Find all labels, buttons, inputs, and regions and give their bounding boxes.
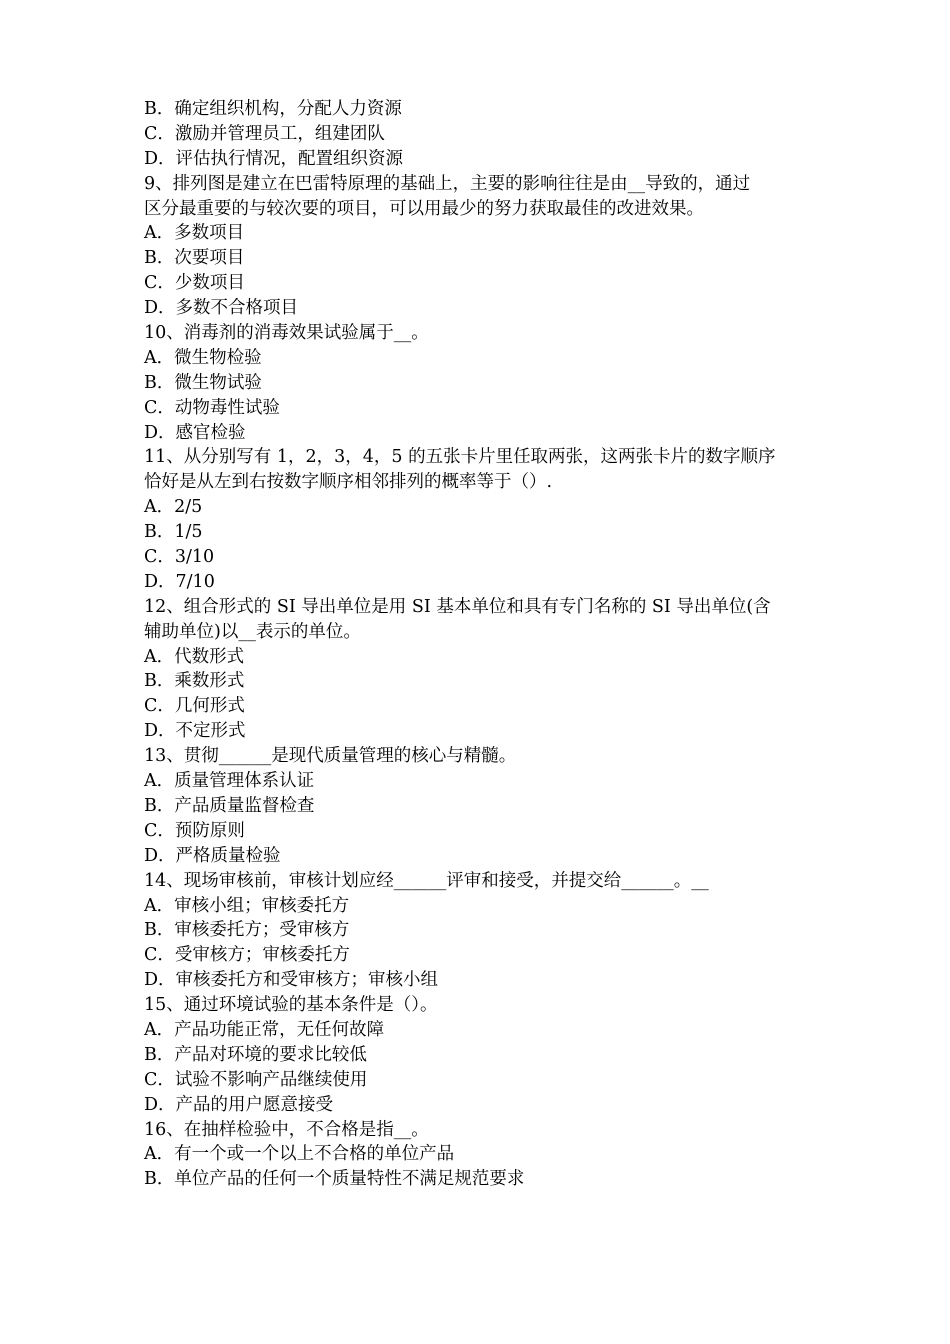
option-line: B．次要项目 [144,248,245,269]
option-line: C．试验不影响产品继续使用 [144,1069,368,1090]
option-line: B．微生物试验 [144,372,262,393]
option-line: A．代数形式 [144,646,245,667]
question-line: 10、消毒剂的消毒效果试验属于__。 [144,323,429,344]
option-line: A．产品功能正常，无任何故障 [144,1019,385,1040]
option-line: C．预防原则 [144,820,245,841]
option-line: A．审核小组；审核委托方 [144,895,350,916]
option-line: D．感官检验 [144,422,246,443]
option-line: A．有一个或一个以上不合格的单位产品 [144,1144,455,1165]
question-line: 11、从分别写有 1，2，3，4，5 的五张卡片里任取两张，这两张卡片的数字顺序 [144,447,776,468]
option-line: A．多数项目 [144,223,245,244]
option-line: D．多数不合格项目 [144,298,299,319]
option-line: B．产品对环境的要求比较低 [144,1044,367,1065]
option-line: D．审核委托方和受审核方；审核小组 [144,970,439,991]
question-line: 恰好是从左到右按数字顺序相邻排列的概率等于（）. [144,472,553,493]
option-line: B．1/5 [144,522,203,543]
question-line: 辅助单位)以__表示的单位。 [144,621,361,642]
option-line: B．审核委托方；受审核方 [144,920,350,941]
option-line: C．几何形式 [144,696,245,717]
document-text [144,97,814,1192]
question-line: 9、排列图是建立在巴雷特原理的基础上，主要的影响往往是由__导致的，通过 [144,173,751,194]
option-line: B．单位产品的任何一个质量特性不满足规范要求 [144,1169,525,1190]
question-line: 15、通过环境试验的基本条件是（）。 [144,995,438,1016]
option-line: C．3/10 [144,547,215,568]
option-line: D．评估执行情况，配置组织资源 [144,148,404,169]
option-line: B．乘数形式 [144,671,245,692]
option-line: C．动物毒性试验 [144,397,280,418]
option-line: C．激励并管理员工，组建团队 [144,123,385,144]
question-line: 12、组合形式的 SI 导出单位是用 SI 基本单位和具有专门名称的 SI 导出单位(含 [144,596,771,617]
question-line: 13、贯彻______是现代质量管理的核心与精髓。 [144,746,517,767]
option-line: A．2/5 [144,497,203,518]
option-line: D．严格质量检验 [144,845,281,866]
option-line: A．微生物检验 [144,347,262,368]
option-line: A．质量管理体系认证 [144,771,315,792]
option-line: D．7/10 [144,571,215,592]
option-line: B．产品质量监督检查 [144,795,315,816]
question-line: 区分最重要的与较次要的项目，可以用最少的努力获取最佳的改进效果。 [144,198,704,219]
option-line: B．确定组织机构，分配人力资源 [144,99,402,119]
option-line: D．不定形式 [144,721,246,742]
question-line: 14、现场审核前，审核计划应经______评审和接受，并提交给______。__ [144,870,709,891]
question-line: 16、在抽样检验中，不合格是指__。 [144,1119,429,1140]
option-line: D．产品的用户愿意接受 [144,1094,334,1115]
option-line: C．受审核方；审核委托方 [144,945,350,966]
option-line: C．少数项目 [144,273,245,294]
